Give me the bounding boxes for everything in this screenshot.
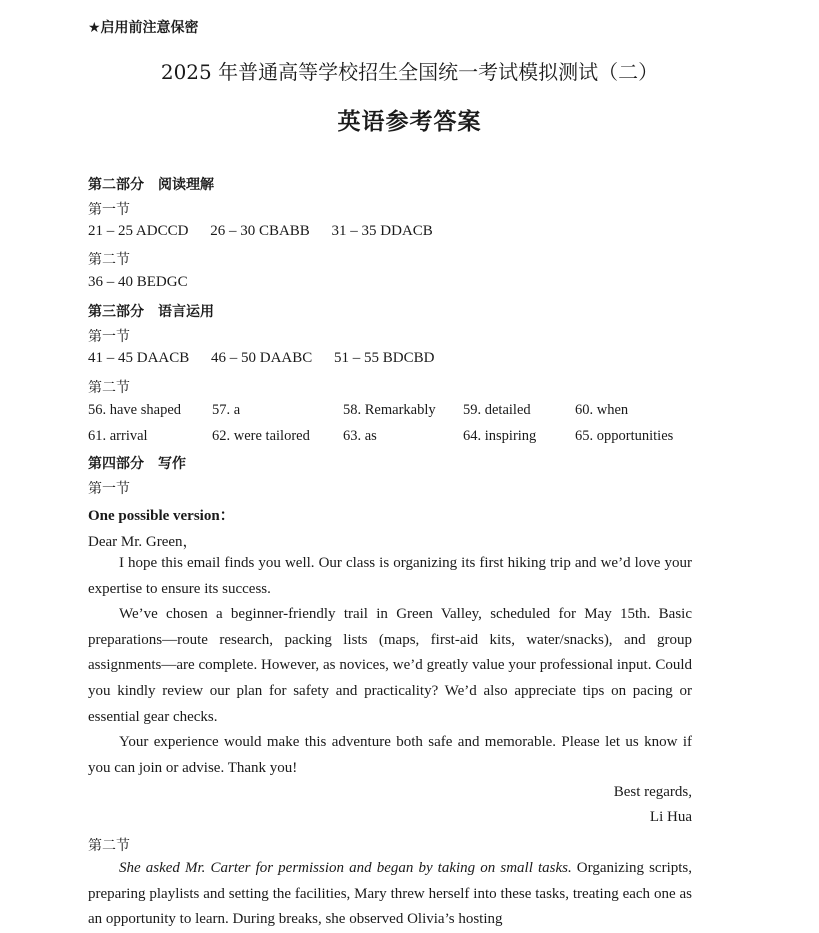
continuation-writing [88, 856, 692, 933]
part2-section1-answers [88, 223, 451, 240]
letter-closing: Best regards, [613, 784, 692, 800]
answer-item: 63. as [343, 428, 377, 444]
continuation-given-sentence: She asked Mr. Carter for permission and began by taking on small tasks. [119, 860, 572, 876]
answer-group: 46 – 50 DAABC [211, 350, 313, 366]
answer-group: 36 – 40 BEDGC [88, 274, 188, 290]
document-title: 英语参考答案 [337, 109, 482, 135]
answer-item: 62. were tailored [212, 428, 310, 444]
part4-section1-label: 第一节 [88, 481, 130, 497]
confidential-stamp: ★启用前注意保密 [88, 20, 199, 36]
answer-item: 56. have shaped [88, 402, 182, 418]
answer-group: 41 – 45 DAACB [88, 350, 190, 366]
part3-section2-label: 第二节 [88, 380, 130, 396]
answer-group: 26 – 30 CBABB [210, 223, 310, 239]
answer-item: 61. arrival [88, 428, 148, 444]
sample-version-label: One possible version： [88, 508, 235, 524]
answer-item: 59. detailed [463, 402, 531, 418]
letter-paragraph: I hope this email finds you well. Our class is organizing its first hiking trip and we’d love your expertise to ensure its success. [88, 555, 692, 597]
letter-paragraph: Your experience would make this adventure both safe and memorable. Please let us know if you can join or advise. Thank you! [88, 734, 692, 776]
part4-heading: 第四部分 写作 [88, 456, 186, 472]
continuation-text: Organizing scripts, preparing playlists and setting the facilities, Mary threw herself into these tasks, treating each one as an opportunity to learn. During breaks, she observed Olivia’s hosting [88, 860, 692, 928]
answer-group: 21 – 25 ADCCD [88, 223, 189, 239]
answer-item: 60. when [575, 402, 629, 418]
part2-section2-label: 第二节 [88, 252, 130, 268]
part2-section1-label: 第一节 [88, 202, 130, 218]
answer-group: 51 – 55 BDCBD [334, 350, 435, 366]
part3-section1-answers [88, 350, 452, 367]
part2-heading: 第二部分 阅读理解 [88, 177, 214, 193]
part3-section1-label: 第一节 [88, 329, 130, 345]
answer-item: 57. a [212, 402, 241, 418]
answer-item: 58. Remarkably [343, 402, 436, 418]
part4-section2-label: 第二节 [88, 838, 130, 854]
exam-title: 2025 年普通高等学校招生全国统一考试模拟测试（二） [160, 60, 659, 84]
letter-signature: Li Hua [649, 809, 692, 825]
answer-item: 65. opportunities [575, 428, 674, 444]
part2-section2-answers [88, 274, 206, 291]
continuation-paragraph [88, 856, 692, 933]
answer-group: 31 – 35 DDACB [331, 223, 433, 239]
answer-item: 64. inspiring [463, 428, 537, 444]
letter-paragraph: We’ve chosen a beginner-friendly trail in Green Valley, scheduled for May 15th. Basic preparations—route research, packing lists (maps, first-aid kits, water/snacks), and group assignments—are complete. However, as novices, we’d greatly value your professional input. Could you kindly review our plan for safety and practicality? We’d also appreciate tips on pacing or essential gear checks. [88, 606, 692, 725]
letter-body [88, 551, 692, 781]
part3-heading: 第三部分 语言运用 [88, 304, 214, 320]
letter-salutation: Dear Mr. Green， [88, 534, 198, 550]
